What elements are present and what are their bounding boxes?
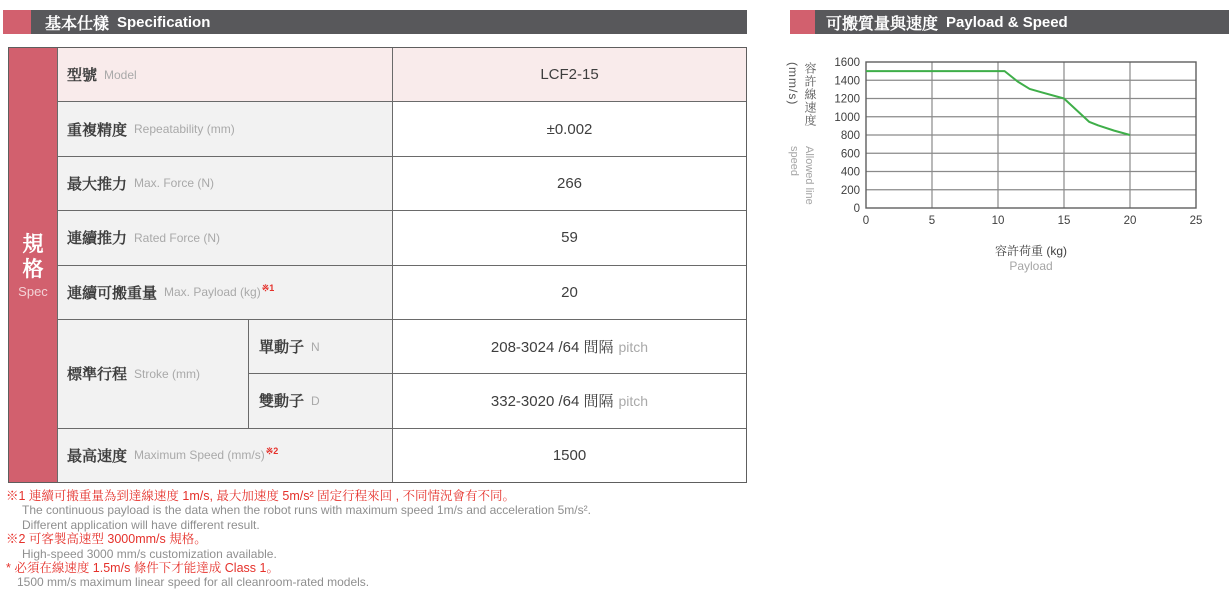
- max-force-label-zh: 最大推力: [67, 175, 128, 193]
- stroke-double-mover-label: [249, 374, 392, 427]
- double-mover-code: D: [311, 393, 320, 408]
- repeatability-value: ±0.002: [546, 120, 593, 138]
- footnote-line: The continuous payload is the data when the robot runs with maximum speed 1m/s and acceleration 5m/s².: [22, 503, 591, 518]
- max-speed-label-zh: 最高速度: [67, 447, 128, 465]
- x-tick-label: 15: [1057, 215, 1071, 227]
- repeatability-label-en: Repeatability (mm): [134, 122, 235, 137]
- spec-title-zh: 基本仕樣: [45, 15, 110, 33]
- chart-section-header: [790, 10, 1229, 34]
- y-tick-label: 800: [840, 130, 860, 142]
- y-tick-label: 600: [840, 148, 860, 161]
- max-speed-value: 1500: [552, 446, 587, 464]
- row-repeatability-value: [393, 102, 746, 155]
- footnote-line: * 必須在線速度 1.5m/s 條件下才能達成 Class 1。: [6, 561, 279, 576]
- double-mover-range: 332-3020 /64 間隔: [490, 393, 614, 411]
- rated-force-value: 59: [561, 229, 578, 247]
- row-model-value: [393, 48, 746, 101]
- x-tick-label: 5: [928, 215, 936, 227]
- footnote-line: High-speed 3000 mm/s customization available.: [22, 546, 277, 561]
- single-mover-unit: pitch: [618, 338, 649, 355]
- footnote-mark-2: ※2: [265, 446, 279, 457]
- sidebar-label-zh2: 格: [22, 257, 44, 281]
- row-repeatability-label: [58, 102, 392, 155]
- row-max-speed-value: [393, 429, 746, 482]
- sidebar-label-zh1: 規: [22, 232, 44, 256]
- accent-square: [790, 10, 815, 34]
- row-max-speed-label: [58, 429, 392, 482]
- stroke-single-mover-value: [393, 320, 746, 373]
- max-force-label-en: Max. Force (N): [134, 176, 215, 191]
- chart-title-en: Payload & Speed: [946, 13, 1068, 31]
- sidebar-label-en: Spec: [18, 283, 48, 299]
- payload-speed-plot: [780, 50, 1229, 290]
- rated-force-label-zh: 連續推力: [67, 230, 128, 248]
- y-tick-label: 1600: [834, 57, 860, 69]
- max-speed-label-en: Maximum Speed $(mm/s)^{※2}$: [134, 446, 279, 463]
- row-max-force-value: [393, 157, 746, 210]
- footnote-line: ※2 可客製高速型 3000mm/s 規格。: [6, 532, 207, 547]
- spec-header-bar: [31, 10, 747, 34]
- spec-sidebar: [9, 48, 57, 482]
- max-payload-value: 20: [561, 283, 578, 301]
- double-mover-zh: 雙動子: [259, 393, 305, 411]
- y-tick-label: 1200: [834, 93, 860, 106]
- x-tick-label: 25: [1189, 215, 1203, 227]
- max-force-value: 266: [556, 174, 583, 192]
- x-tick-label: 10: [991, 215, 1005, 227]
- footnote-line: Different application will have different result.: [22, 517, 260, 532]
- max-payload-label-en: Max. Payload (kg)$^{※1}$: [164, 283, 275, 300]
- y-tick-label: 1400: [834, 75, 860, 88]
- y-axis-title-en: Allowed line speed: [788, 145, 815, 205]
- y-axis-title-zh: 容許線速度 (mm/s): [786, 62, 817, 127]
- double-mover-unit: pitch: [618, 392, 649, 409]
- max-payload-label-zh: 連續可搬重量: [67, 284, 158, 302]
- y-tick-label: 200: [840, 184, 860, 197]
- x-tick-label: 0: [862, 215, 870, 227]
- model-label-en: Model: [104, 67, 137, 82]
- row-stroke-label: [58, 320, 248, 428]
- spec-section-header: [3, 10, 747, 34]
- row-max-payload-label: [58, 266, 392, 319]
- stroke-double-mover-value: [393, 374, 746, 427]
- y-tick-label: 0: [853, 203, 860, 215]
- payload-speed-chart: [780, 50, 1229, 290]
- chart-title-zh: 可搬質量與速度: [826, 15, 939, 33]
- row-rated-force-value: [393, 211, 746, 264]
- model-label-zh: 型號: [67, 67, 98, 85]
- repeatability-label-zh: 重複精度: [67, 121, 128, 139]
- single-mover-range: 208-3024 /64 間隔: [490, 339, 614, 357]
- stroke-single-mover-label: [249, 320, 392, 373]
- chart-header-bar: [815, 10, 1229, 34]
- x-tick-label: 20: [1123, 215, 1137, 227]
- footnotes: [6, 489, 706, 590]
- rated-force-label-en: Rated Force (N): [134, 230, 221, 245]
- single-mover-code: N: [311, 339, 320, 354]
- x-axis-title-zh: 容許荷重 (kg): [994, 244, 1068, 258]
- model-value: LCF2-15: [540, 66, 599, 84]
- x-axis-title-en: Payload: [1009, 259, 1053, 273]
- footnote-line: 1500 mm/s maximum linear speed for all cleanroom-rated models.: [17, 575, 370, 590]
- single-mover-zh: 單動子: [259, 339, 305, 357]
- spec-title-en: Specification: [117, 13, 211, 31]
- row-max-force-label: [58, 157, 392, 210]
- footnote-mark-1: ※1: [261, 283, 275, 294]
- stroke-label-en: Stroke (mm): [134, 366, 201, 381]
- accent-square: [3, 10, 31, 34]
- y-tick-label: 400: [840, 166, 860, 179]
- row-max-payload-value: [393, 266, 746, 319]
- spec-table: [8, 47, 747, 483]
- row-rated-force-label: [58, 211, 392, 264]
- footnote-line: ※1 連續可搬重量為到達線速度 1m/s, 最大加速度 5m/s² 固定行程來回 , 不同情況會有不同。: [6, 489, 516, 503]
- y-tick-label: 1000: [834, 111, 860, 124]
- row-model-label: [58, 48, 392, 101]
- stroke-label-zh: 標準行程: [67, 366, 128, 384]
